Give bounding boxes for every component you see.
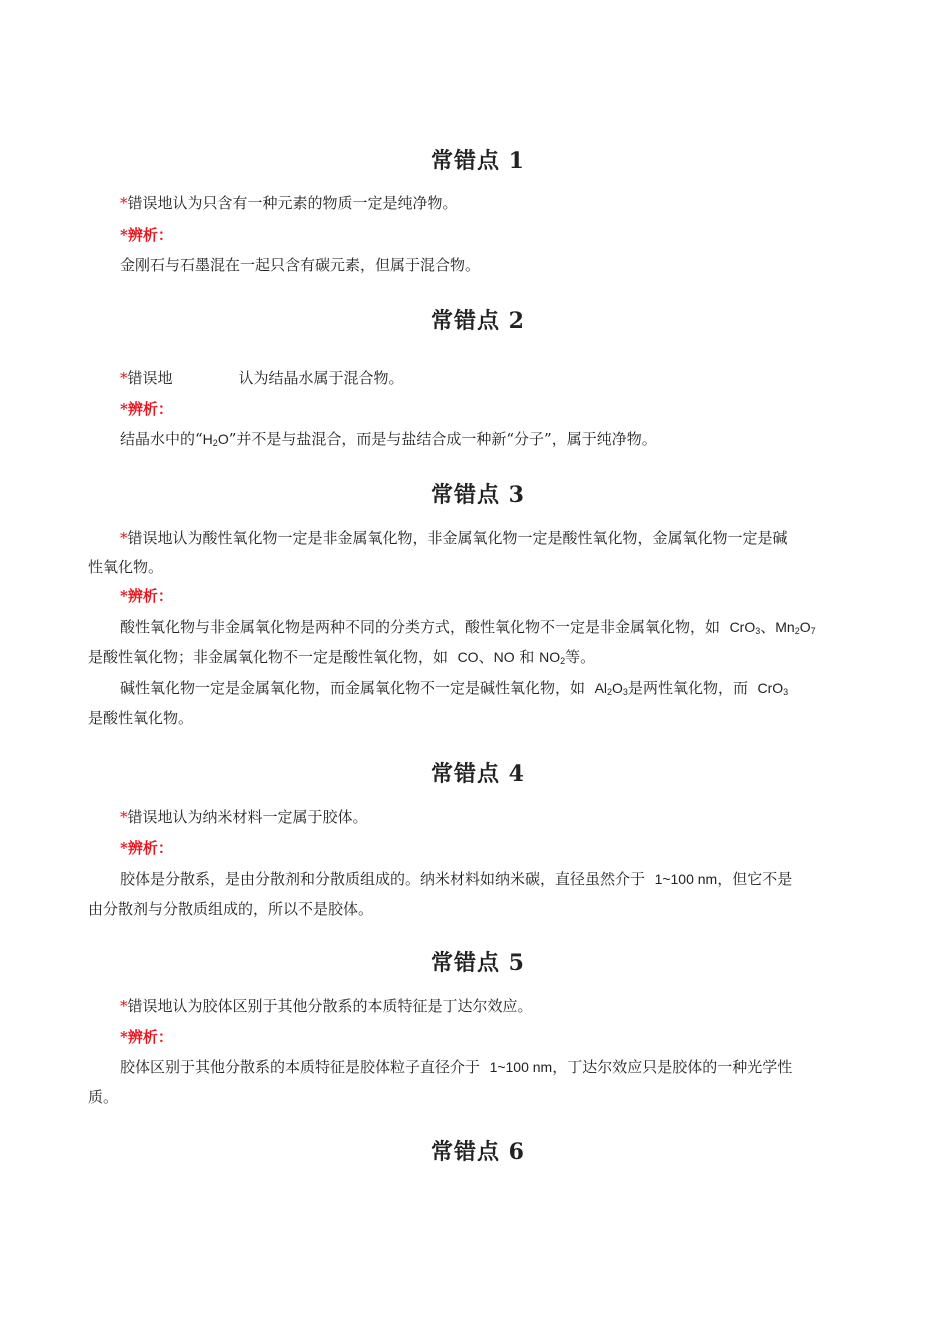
section-3-p2-line2: 是酸性氧化物。 — [88, 709, 194, 727]
section-1-analysis-label: *辨析： — [120, 226, 173, 244]
section-3-analysis-label: *辨析： — [120, 587, 173, 605]
section-4-title: 常错点 4 — [431, 761, 525, 787]
section-5-analysis-label: *辨析： — [120, 1028, 173, 1046]
section-2-title: 常错点 2 — [431, 308, 525, 334]
section-3-claim-line2: 性氧化物。 — [88, 558, 164, 576]
section-5-analysis-line1: 胶体区别于其他分散系的本质特征是胶体粒子直径介于 1~100 nm，丁达尔效应只是胶体的一种光学性 — [120, 1058, 793, 1076]
section-6-title: 常错点 6 — [431, 1139, 525, 1165]
section-1-analysis: 金刚石与石墨混在一起只含有碳元素，但属于混合物。 — [120, 256, 481, 274]
section-3-title: 常错点 3 — [431, 482, 525, 508]
section-3-claim-line1: *错误地认为酸性氧化物一定是非金属氧化物，非金属氧化物一定是酸性氧化物，金属氧化物一定是碱 — [120, 529, 788, 547]
section-1-title: 常错点 1 — [431, 148, 525, 174]
section-4-analysis-line1: 胶体是分散系，是由分散剂和分散质组成的。纳米材料如纳米碳，直径虽然介于 1~100 nm，但它不是 — [120, 870, 793, 888]
section-3-p1-line1: 酸性氧化物与非金属氧化物是两种不同的分类方式，酸性氧化物不一定是非金属氧化物，如 CrO$_3$、$Mn_2O_7$ — [120, 618, 816, 636]
section-3-p1-line2: 是酸性氧化物；非金属氧化物不一定是酸性氧化物，如 CO、NO 和 $NO_2$等。 — [88, 648, 596, 666]
section-5-analysis-line2: 质。 — [88, 1088, 119, 1106]
section-2-claim: *错误地 认为结晶水属于混合物。 — [120, 369, 404, 387]
section-1-claim: *错误地认为只含有一种元素的物质一定是纯净物。 — [120, 194, 458, 212]
section-4-claim: *错误地认为纳米材料一定属于胶体。 — [120, 808, 368, 826]
section-2-analysis: 结晶水中的“$H_2O$”并不是与盐混合，而是与盐结合成一种新“分子”，属于纯净物。 — [120, 430, 657, 448]
section-3-p2-line1: 碱性氧化物一定是金属氧化物，而金属氧化物不一定是碱性氧化物，如 $Al_2O_3$是两性氧化物，而 CrO$_3$ — [120, 679, 789, 697]
section-4-analysis-line2: 由分散剂与分散质组成的，所以不是胶体。 — [88, 900, 374, 918]
section-5-title: 常错点 5 — [431, 950, 525, 976]
section-2-analysis-label: *辨析： — [120, 400, 173, 418]
section-5-claim: *错误地认为胶体区别于其他分散系的本质特征是丁达尔效应。 — [120, 997, 533, 1015]
section-4-analysis-label: *辨析： — [120, 839, 173, 857]
